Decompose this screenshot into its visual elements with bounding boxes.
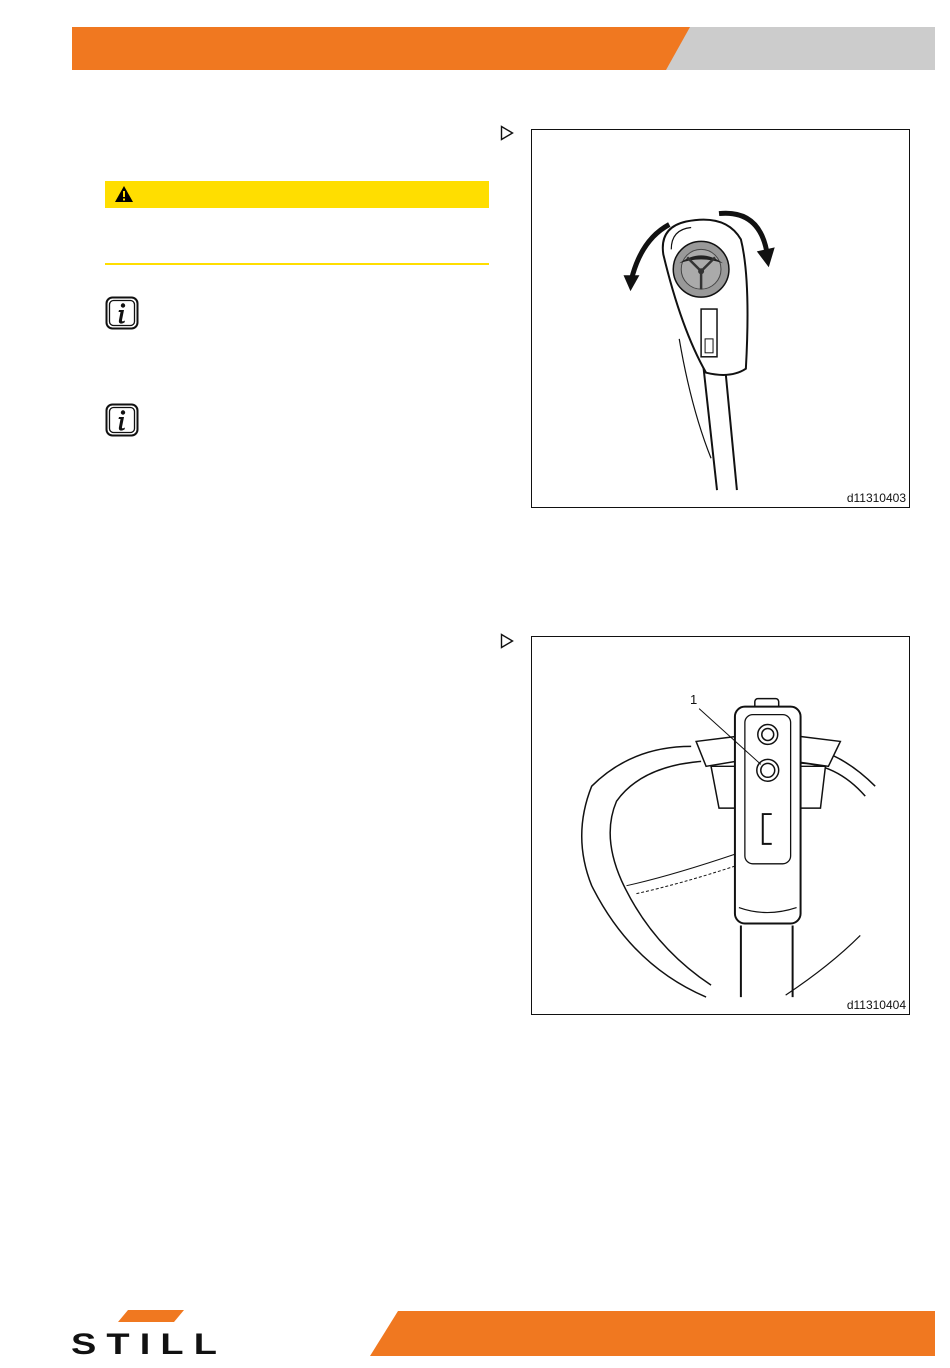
info-icon <box>105 403 139 437</box>
warning-rule <box>105 263 489 265</box>
figure-caption: d11310404 <box>846 998 906 1012</box>
header-bar <box>72 27 935 70</box>
warning-box <box>105 181 489 208</box>
warning-triangle-icon <box>114 185 134 203</box>
still-logo <box>70 1308 230 1356</box>
footer-bar <box>370 1311 935 1356</box>
tiller-head-illustration <box>532 130 909 507</box>
figure-tiller-head-rotation <box>531 129 910 508</box>
info-icon <box>105 296 139 330</box>
triangle-arrow-icon <box>500 633 514 649</box>
svg-text:STILL: STILL <box>71 1328 227 1356</box>
callout-label: 1 <box>690 692 698 707</box>
figure-caption: d11310403 <box>846 491 906 505</box>
tiller-handle-illustration <box>532 637 909 1014</box>
triangle-arrow-icon <box>500 125 514 141</box>
figure-tiller-buttons <box>531 636 910 1015</box>
